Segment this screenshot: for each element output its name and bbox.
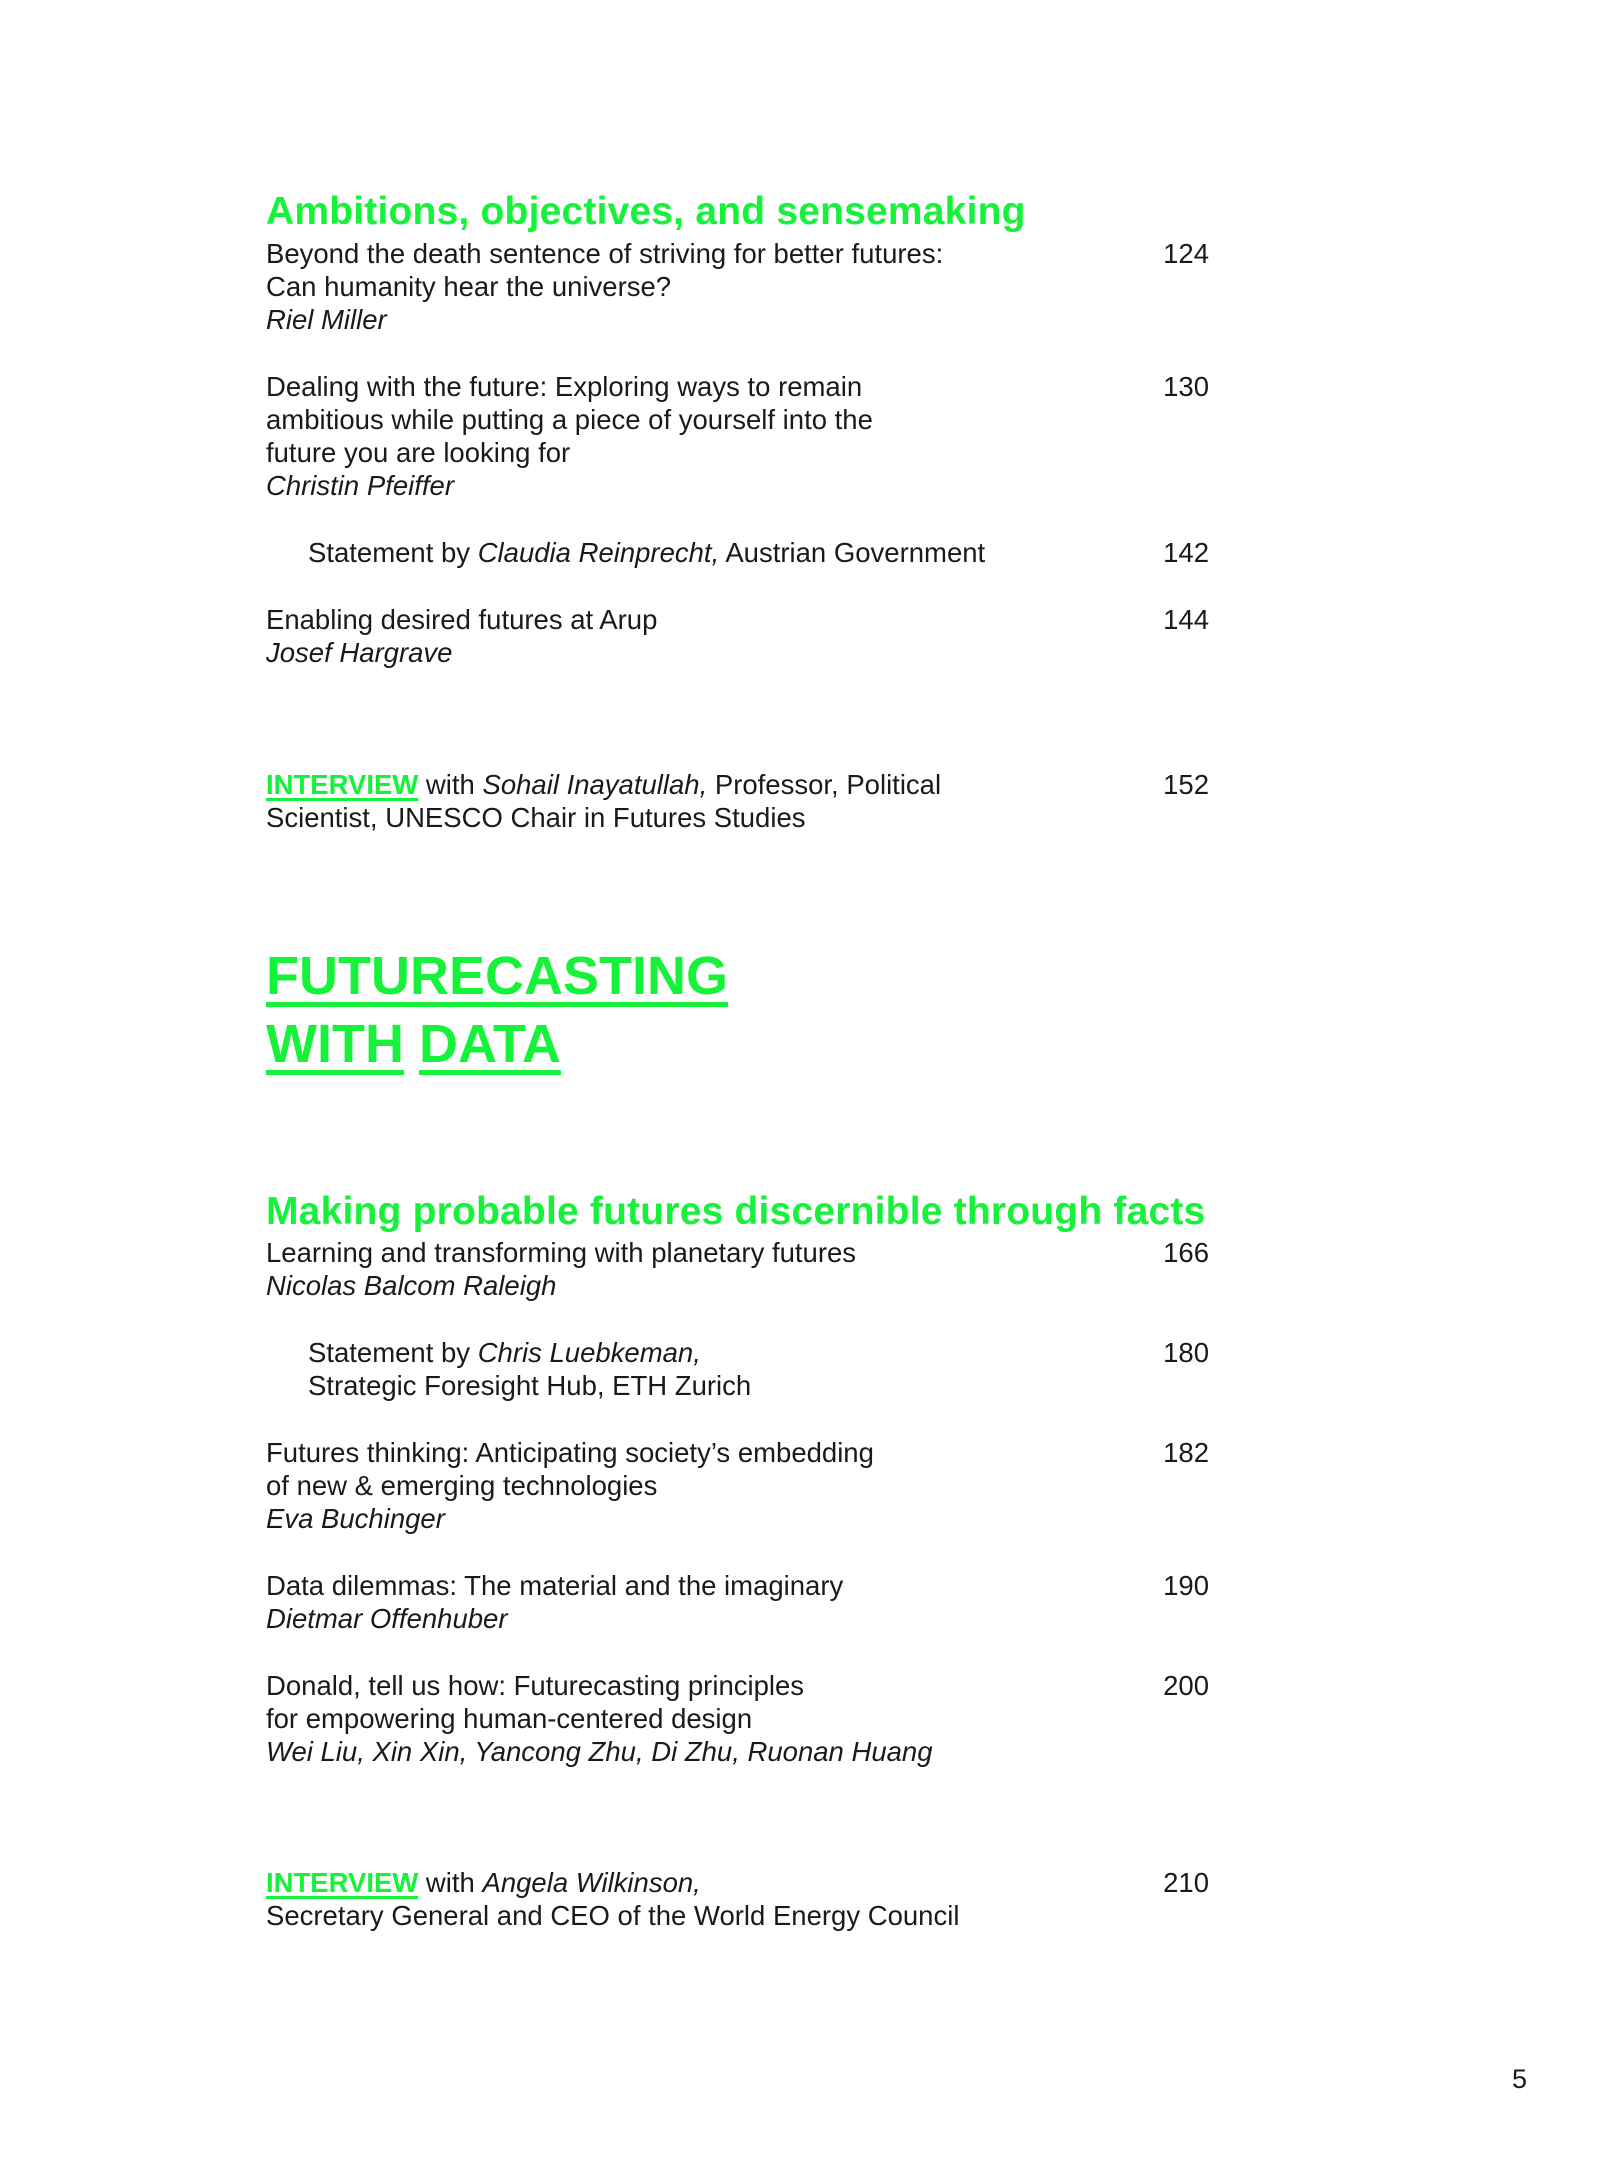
- interview-name: Angela Wilkinson,: [482, 1867, 701, 1898]
- page-number-200: 200: [1163, 1670, 1209, 1701]
- page-number-124: 124: [1163, 238, 1209, 269]
- toc-entry-raleigh[interactable]: [266, 1236, 1066, 1302]
- page-number-152: 152: [1163, 769, 1209, 800]
- toc-entry-buchinger[interactable]: [266, 1436, 1066, 1535]
- interview-name: Sohail Inayatullah,: [482, 769, 708, 800]
- entry-title-line: ambitious while putting a piece of yourself into the: [266, 404, 873, 435]
- interview-label[interactable]: INTERVIEW: [266, 1867, 419, 1898]
- entry-title-line: Can humanity hear the universe?: [266, 271, 672, 302]
- page-folio: 5: [1511, 2064, 1527, 2094]
- entry-title-line: future you are looking for: [266, 437, 571, 468]
- interview-label[interactable]: INTERVIEW: [266, 769, 419, 800]
- entry-author: Nicolas Balcom Raleigh: [266, 1270, 557, 1301]
- part-title-word: FUTURECASTING: [266, 946, 728, 1006]
- page-number-210: 210: [1163, 1867, 1209, 1898]
- interview-role-line: Secretary General and CEO of the World Energy Council: [266, 1900, 960, 1931]
- toc-entry-offenhuber[interactable]: [266, 1569, 1066, 1635]
- page-number-166: 166: [1163, 1237, 1209, 1268]
- entry-author: Riel Miller: [266, 304, 387, 335]
- statement-name: Claudia Reinprecht,: [477, 537, 720, 568]
- statement-prefix: Statement by: [308, 1337, 478, 1368]
- interview-with: with: [418, 769, 483, 800]
- entry-author: Josef Hargrave: [266, 637, 453, 668]
- page-number-190: 190: [1163, 1570, 1209, 1601]
- toc-entry-liu[interactable]: [266, 1669, 1066, 1768]
- page-number-142: 142: [1163, 537, 1209, 568]
- toc-entry-miller[interactable]: [266, 237, 1066, 336]
- statement-affiliation: Strategic Foresight Hub, ETH Zurich: [308, 1370, 752, 1401]
- entry-author: Dietmar Offenhuber: [266, 1603, 508, 1634]
- part-title-word: DATA: [418, 1014, 561, 1074]
- toc-interview-wilkinson[interactable]: [266, 1866, 1066, 1932]
- entry-title-line: Learning and transforming with planetary futures: [266, 1237, 857, 1268]
- section-title-probable-futures: Making probable futures discernible through facts: [266, 1190, 1206, 1234]
- toc-statement-reinprecht[interactable]: [308, 536, 1068, 569]
- statement-name: Chris Luebkeman,: [477, 1337, 701, 1368]
- entry-author: Christin Pfeiffer: [266, 470, 454, 501]
- entry-author: Wei Liu, Xin Xin, Yancong Zhu, Di Zhu, Ruonan Huang: [266, 1736, 933, 1767]
- entry-title-line: of new & emerging technologies: [266, 1470, 658, 1501]
- interview-role: Professor, Political: [707, 769, 942, 800]
- interview-with: with: [418, 1867, 483, 1898]
- part-title-word: WITH: [266, 1014, 404, 1074]
- part-title: [266, 942, 728, 1078]
- entry-title-line: Beyond the death sentence of striving for better futures:: [266, 238, 944, 269]
- entry-author: Eva Buchinger: [266, 1503, 445, 1534]
- section-title-ambitions: Ambitions, objectives, and sensemaking: [266, 190, 1026, 234]
- entry-title-line: Donald, tell us how: Futurecasting principles: [266, 1670, 805, 1701]
- toc-entry-pfeiffer[interactable]: [266, 370, 1066, 502]
- page-number-130: 130: [1163, 371, 1209, 402]
- entry-title-line: Futures thinking: Anticipating society’s embedding: [266, 1437, 874, 1468]
- page-number-180: 180: [1163, 1337, 1209, 1368]
- entry-title-line: Dealing with the future: Exploring ways to remain: [266, 371, 863, 402]
- toc-interview-inayatullah[interactable]: [266, 768, 1066, 834]
- entry-title-line: Data dilemmas: The material and the imaginary: [266, 1570, 844, 1601]
- statement-prefix: Statement by: [308, 537, 478, 568]
- entry-title-line: Enabling desired futures at Arup: [266, 604, 658, 635]
- entry-title-line: for empowering human-centered design: [266, 1703, 753, 1734]
- toc-statement-luebkeman[interactable]: [308, 1336, 1068, 1402]
- toc-entry-hargrave[interactable]: [266, 603, 1066, 669]
- page-number-182: 182: [1163, 1437, 1209, 1468]
- interview-role-line: Scientist, UNESCO Chair in Futures Studies: [266, 802, 806, 833]
- statement-affiliation: Austrian Government: [719, 537, 986, 568]
- page-number-144: 144: [1163, 604, 1209, 635]
